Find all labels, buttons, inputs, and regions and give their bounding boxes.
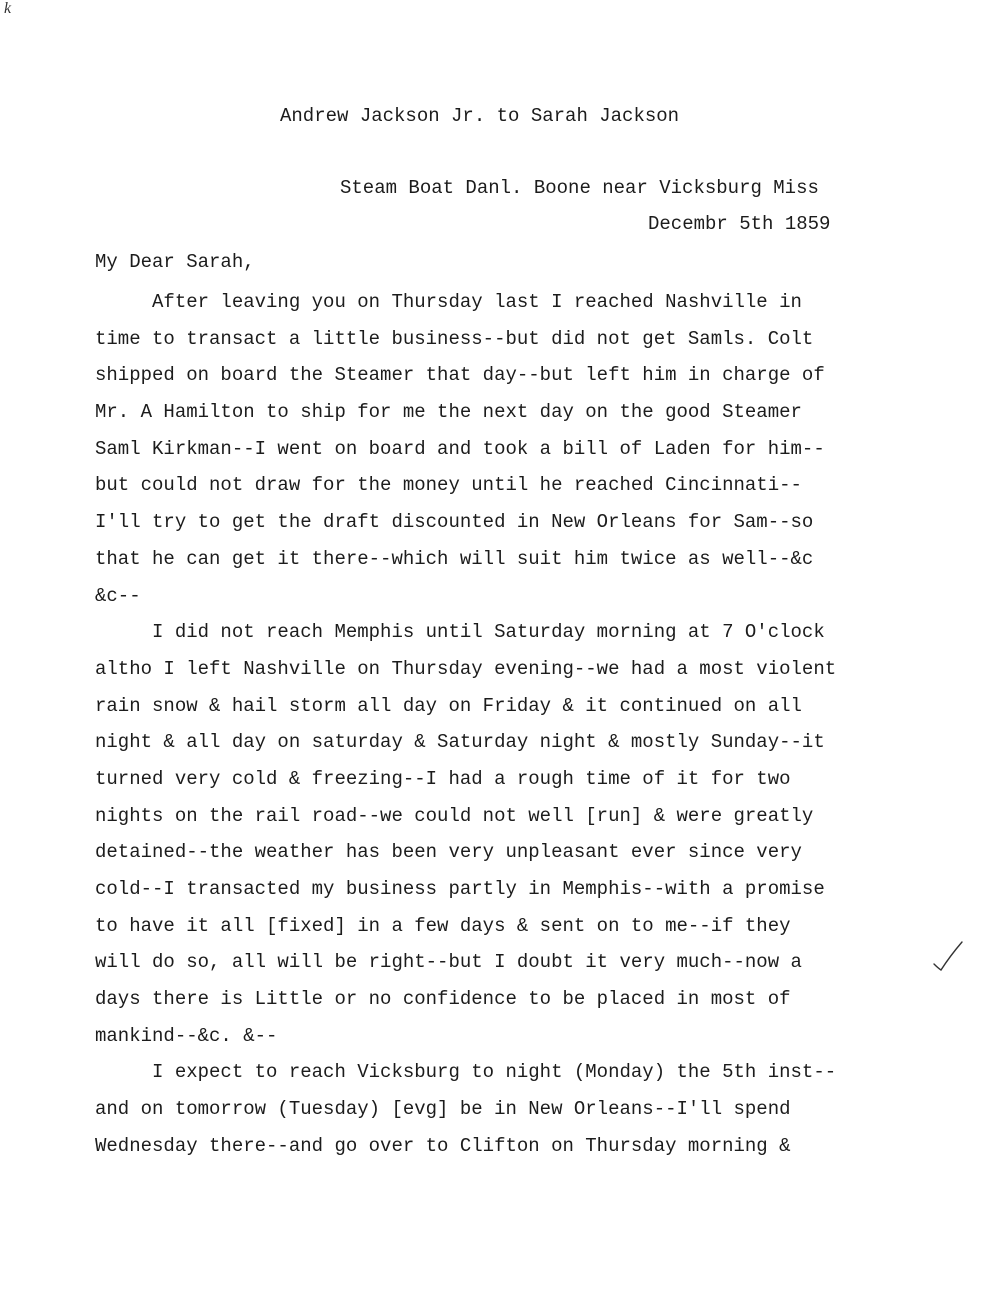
letter-line: will do so, all will be right--but I doubt it very much--now a	[95, 951, 802, 974]
letter-line: days there is Little or no confidence to be placed in most of	[95, 988, 791, 1011]
letter-line: cold--I transacted my business partly in Memphis--with a promise	[95, 878, 825, 900]
letter-line: nights on the rail road--we could not well [run] & were greatly	[95, 804, 814, 827]
corner-note: k	[4, 0, 12, 17]
letter-line: I'll try to get the draft discounted in New Orleans for Sam--so	[95, 511, 814, 534]
letter-line: to have it all [fixed] in a few days & sent on to me--if they	[95, 914, 791, 937]
letter-line: Mr. A Hamilton to ship for me the next day on the good Steamer	[95, 401, 802, 424]
letter-line: After leaving you on Thursday last I reached Nashville in	[95, 291, 802, 313]
letter-line: detained--the weather has been very unpleasant ever since very	[95, 841, 802, 864]
letter-line: turned very cold & freezing--I had a rough time of it for two	[95, 767, 791, 790]
check-mark-icon	[932, 940, 964, 974]
letter-line: Wednesday there--and go over to Clifton on Thursday morning &	[95, 1134, 791, 1157]
letter-line: time to transact a little business--but did not get Samls. Colt	[95, 327, 814, 350]
letter-line: rain snow & hail storm all day on Friday & it continued on all	[95, 694, 802, 717]
letter-place: Steam Boat Danl. Boone near Vicksburg Miss	[340, 177, 819, 199]
letter-title: Andrew Jackson Jr. to Sarah Jackson	[280, 105, 680, 127]
letter-line: altho I left Nashville on Thursday evening--we had a most violent	[95, 657, 837, 680]
letter-line: and on tomorrow (Tuesday) [evg] be in New Orleans--I'll spend	[95, 1098, 791, 1121]
letter-line: shipped on board the Steamer that day--but left him in charge of	[95, 364, 825, 387]
letter-line: &c--	[95, 584, 141, 607]
letter-date: Decembr 5th 1859	[648, 213, 831, 235]
letter-salutation: My Dear Sarah,	[95, 251, 255, 273]
letter-line: mankind--&c. &--	[95, 1024, 278, 1047]
letter-line: Saml Kirkman--I went on board and took a bill of Laden for him--	[95, 437, 825, 460]
letter-line: but could not draw for the money until he reached Cincinnati--	[95, 474, 802, 497]
letter-line: I expect to reach Vicksburg to night (Monday) the 5th inst--	[95, 1061, 837, 1084]
letter-line: that he can get it there--which will suit him twice as well--&c	[95, 547, 814, 570]
letter-line: I did not reach Memphis until Saturday morning at 7 O'clock	[95, 621, 825, 644]
letter-body	[95, 284, 915, 1165]
letter-line: night & all day on saturday & Saturday night & mostly Sunday--it	[95, 731, 825, 754]
